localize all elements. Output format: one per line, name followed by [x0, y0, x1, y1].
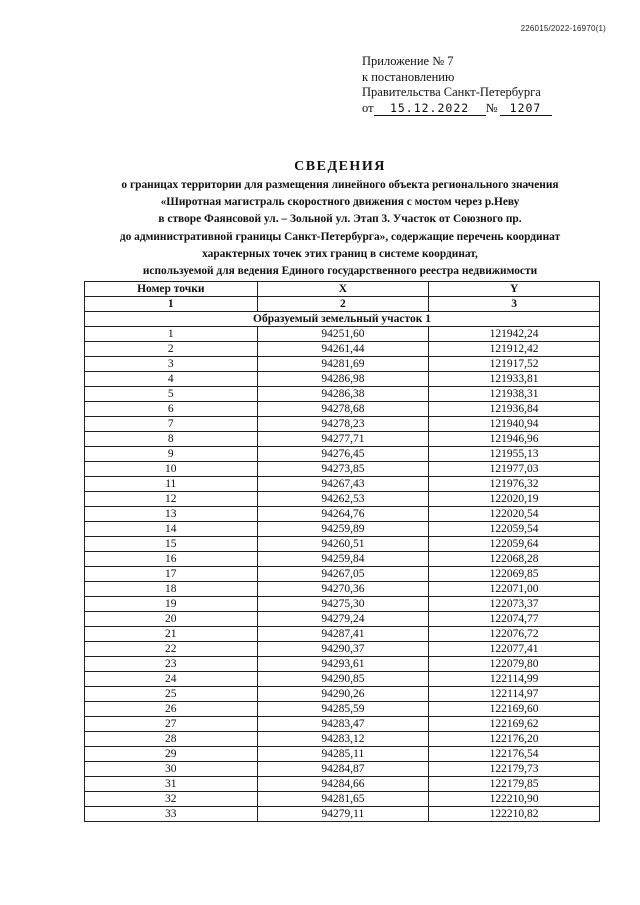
point-number-cell: 33: [85, 807, 258, 822]
table-row: [85, 492, 600, 507]
x-coordinate-cell: 94285,59: [257, 702, 429, 717]
section-title-row: [85, 312, 600, 327]
table-row: [85, 582, 600, 597]
point-number-cell: 22: [85, 642, 258, 657]
x-coordinate-cell: 94279,11: [257, 807, 429, 822]
y-coordinate-cell: 122176,54: [429, 747, 600, 762]
x-coordinate-cell: 94264,76: [257, 507, 429, 522]
y-coordinate-cell: 122020,19: [429, 492, 600, 507]
x-coordinate-cell: 94281,65: [257, 792, 429, 807]
y-coordinate-cell: 122020,54: [429, 507, 600, 522]
table-row: [85, 672, 600, 687]
document-title: СВЕДЕНИЯ: [294, 159, 386, 174]
registration-stamp: 226015/2022-16970(1): [520, 24, 606, 33]
appendix-line-3: Правительства Санкт-Петербурга: [362, 85, 541, 99]
table-row: [85, 342, 600, 357]
decree-number: 1207: [500, 102, 552, 116]
document-title-block: [60, 158, 620, 280]
x-coordinate-cell: 94267,43: [257, 477, 429, 492]
x-coordinate-cell: 94278,23: [257, 417, 429, 432]
appendix-line-1: Приложение № 7: [362, 54, 454, 68]
table-row: [85, 552, 600, 567]
y-coordinate-cell: 121912,42: [429, 342, 600, 357]
x-coordinate-cell: 94259,84: [257, 552, 429, 567]
table-row: [85, 387, 600, 402]
y-coordinate-cell: 121955,13: [429, 447, 600, 462]
table-row: [85, 657, 600, 672]
point-number-cell: 26: [85, 702, 258, 717]
table-row: [85, 642, 600, 657]
point-number-cell: 32: [85, 792, 258, 807]
point-number-cell: 8: [85, 432, 258, 447]
x-coordinate-cell: 94293,61: [257, 657, 429, 672]
y-coordinate-cell: 122059,64: [429, 537, 600, 552]
y-coordinate-cell: 121933,81: [429, 372, 600, 387]
x-coordinate-cell: 94251,60: [257, 327, 429, 342]
table-row: [85, 447, 600, 462]
y-coordinate-cell: 122079,80: [429, 657, 600, 672]
y-coordinate-cell: 122210,90: [429, 792, 600, 807]
column-number: 3: [429, 297, 600, 312]
x-coordinate-cell: 94290,85: [257, 672, 429, 687]
point-number-cell: 16: [85, 552, 258, 567]
y-coordinate-cell: 121946,96: [429, 432, 600, 447]
x-coordinate-cell: 94279,24: [257, 612, 429, 627]
table-row: [85, 627, 600, 642]
table-row: [85, 747, 600, 762]
section-title: Образуемый земельный участок 1: [85, 312, 600, 327]
table-row: [85, 792, 600, 807]
point-number-cell: 24: [85, 672, 258, 687]
column-number-row: [85, 297, 600, 312]
point-number-cell: 31: [85, 777, 258, 792]
table-row: [85, 687, 600, 702]
header-x: X: [257, 282, 429, 297]
point-number-cell: 4: [85, 372, 258, 387]
table-row: [85, 417, 600, 432]
table-row: [85, 597, 600, 612]
point-number-cell: 15: [85, 537, 258, 552]
column-number: 1: [85, 297, 258, 312]
point-number-cell: 19: [85, 597, 258, 612]
y-coordinate-cell: 122074,77: [429, 612, 600, 627]
header-y: Y: [429, 282, 600, 297]
y-coordinate-cell: 121977,03: [429, 462, 600, 477]
y-coordinate-cell: 122179,85: [429, 777, 600, 792]
appendix-date-line: [362, 101, 552, 117]
x-coordinate-cell: 94276,45: [257, 447, 429, 462]
x-coordinate-cell: 94290,37: [257, 642, 429, 657]
point-number-cell: 25: [85, 687, 258, 702]
x-coordinate-cell: 94284,87: [257, 762, 429, 777]
x-coordinate-cell: 94287,41: [257, 627, 429, 642]
subtitle-line: «Широтная магистраль скоростного движения с мостом через р.Неву: [160, 196, 520, 209]
x-coordinate-cell: 94273,85: [257, 462, 429, 477]
point-number-cell: 21: [85, 627, 258, 642]
point-number-cell: 10: [85, 462, 258, 477]
appendix-header: [362, 54, 552, 116]
y-coordinate-cell: 122068,28: [429, 552, 600, 567]
x-coordinate-cell: 94290,26: [257, 687, 429, 702]
table-row: [85, 477, 600, 492]
y-coordinate-cell: 121936,84: [429, 402, 600, 417]
table-row: [85, 357, 600, 372]
x-coordinate-cell: 94261,44: [257, 342, 429, 357]
y-coordinate-cell: 122073,37: [429, 597, 600, 612]
x-coordinate-cell: 94278,68: [257, 402, 429, 417]
point-number-cell: 5: [85, 387, 258, 402]
y-coordinate-cell: 121917,52: [429, 357, 600, 372]
table-row: [85, 327, 600, 342]
point-number-cell: 29: [85, 747, 258, 762]
point-number-cell: 17: [85, 567, 258, 582]
number-prefix: №: [485, 100, 498, 115]
table-row: [85, 522, 600, 537]
x-coordinate-cell: 94260,51: [257, 537, 429, 552]
y-coordinate-cell: 122114,99: [429, 672, 600, 687]
x-coordinate-cell: 94277,71: [257, 432, 429, 447]
y-coordinate-cell: 122210,82: [429, 807, 600, 822]
point-number-cell: 20: [85, 612, 258, 627]
point-number-cell: 2: [85, 342, 258, 357]
x-coordinate-cell: 94283,12: [257, 732, 429, 747]
table-row: [85, 372, 600, 387]
x-coordinate-cell: 94267,05: [257, 567, 429, 582]
y-coordinate-cell: 122059,54: [429, 522, 600, 537]
subtitle-line: о границах территории для размещения линейного объекта регионального значения: [121, 179, 559, 191]
y-coordinate-cell: 122069,85: [429, 567, 600, 582]
point-number-cell: 13: [85, 507, 258, 522]
decree-date: 15.12.2022: [374, 102, 486, 116]
point-number-cell: 12: [85, 492, 258, 507]
point-number-cell: 27: [85, 717, 258, 732]
y-coordinate-cell: 122077,41: [429, 642, 600, 657]
column-number: 2: [257, 297, 429, 312]
y-coordinate-cell: 122169,60: [429, 702, 600, 717]
y-coordinate-cell: 122179,73: [429, 762, 600, 777]
point-number-cell: 9: [85, 447, 258, 462]
point-number-cell: 7: [85, 417, 258, 432]
point-number-cell: 28: [85, 732, 258, 747]
x-coordinate-cell: 94285,11: [257, 747, 429, 762]
appendix-line-2: к постановлению: [362, 69, 455, 84]
date-prefix: от: [362, 100, 374, 115]
x-coordinate-cell: 94275,30: [257, 597, 429, 612]
point-number-cell: 6: [85, 402, 258, 417]
x-coordinate-cell: 94286,38: [257, 387, 429, 402]
table-row: [85, 462, 600, 477]
table-row: [85, 732, 600, 747]
x-coordinate-cell: 94281,69: [257, 357, 429, 372]
table-row: [85, 612, 600, 627]
point-number-cell: 11: [85, 477, 258, 492]
table-row: [85, 507, 600, 522]
y-coordinate-cell: 121942,24: [429, 327, 600, 342]
subtitle-line: используемой для ведения Единого государственного реестра недвижимости: [142, 265, 538, 278]
y-coordinate-cell: 122071,00: [429, 582, 600, 597]
y-coordinate-cell: 122169,62: [429, 717, 600, 732]
point-number-cell: 23: [85, 657, 258, 672]
y-coordinate-cell: 121976,32: [429, 477, 600, 492]
table-row: [85, 717, 600, 732]
point-number-cell: 30: [85, 762, 258, 777]
y-coordinate-cell: 122176,20: [429, 732, 600, 747]
y-coordinate-cell: 122114,97: [429, 687, 600, 702]
table-row: [85, 567, 600, 582]
subtitle-line: до административной границы Санкт-Петербурга», содержащие перечень координат: [119, 230, 561, 243]
point-number-cell: 1: [85, 327, 258, 342]
table-row: [85, 432, 600, 447]
point-number-cell: 3: [85, 357, 258, 372]
y-coordinate-cell: 122076,72: [429, 627, 600, 642]
header-point-number: Номер точки: [85, 282, 258, 297]
x-coordinate-cell: 94262,53: [257, 492, 429, 507]
point-number-cell: 18: [85, 582, 258, 597]
document-subtitle: [60, 177, 620, 280]
coordinates-table: [84, 281, 600, 822]
y-coordinate-cell: 121938,31: [429, 387, 600, 402]
table-row: [85, 777, 600, 792]
subtitle-line: характерных точек этих границ в системе координат,: [202, 247, 478, 260]
table-row: [85, 807, 600, 822]
x-coordinate-cell: 94283,47: [257, 717, 429, 732]
x-coordinate-cell: 94270,36: [257, 582, 429, 597]
x-coordinate-cell: 94284,66: [257, 777, 429, 792]
table-row: [85, 762, 600, 777]
x-coordinate-cell: 94286,98: [257, 372, 429, 387]
table-header-row: [85, 282, 600, 297]
table-row: [85, 537, 600, 552]
table-row: [85, 402, 600, 417]
x-coordinate-cell: 94259,89: [257, 522, 429, 537]
subtitle-line: в створе Фаянсовой ул. – Зольной ул. Этап 3. Участок от Союзного пр.: [158, 213, 522, 226]
y-coordinate-cell: 121940,94: [429, 417, 600, 432]
point-number-cell: 14: [85, 522, 258, 537]
table-row: [85, 702, 600, 717]
